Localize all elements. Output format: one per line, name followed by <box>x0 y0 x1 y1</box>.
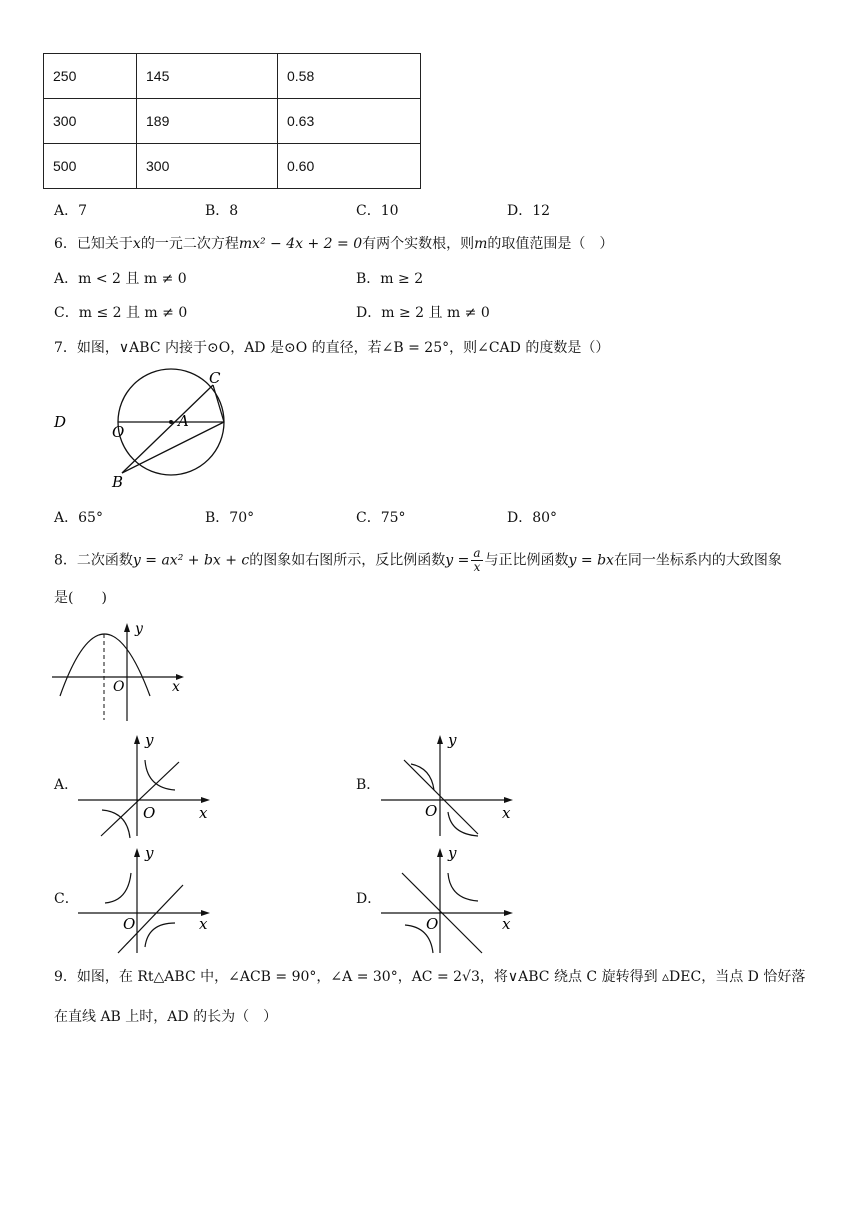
q6-option-c[interactable]: C．m ≤ 2 且 m ≠ 0 <box>54 305 188 321</box>
q6-option-b[interactable]: B．m ≥ 2 <box>356 271 424 287</box>
q7-option-c[interactable]: C．75° <box>356 510 406 526</box>
label-b: B <box>112 473 124 491</box>
svg-text:x: x <box>502 915 511 933</box>
table-cell: 0.63 <box>278 99 421 144</box>
svg-text:x: x <box>502 804 511 822</box>
svg-text:O: O <box>425 802 438 820</box>
option-a-graph <box>75 730 215 840</box>
parabola-curve <box>60 634 150 696</box>
q7-stem: 7．如图，∨ABC 内接于⊙O，AD 是⊙O 的直径，若∠B = 25°，则∠CAD 的度数是（） <box>54 340 610 356</box>
svg-text:O: O <box>123 915 136 933</box>
q7-option-d[interactable]: D．80° <box>507 510 558 526</box>
q6-option-d[interactable]: D．m ≥ 2 且 m ≠ 0 <box>356 305 490 321</box>
q5-option-d[interactable]: D．12 <box>507 203 551 219</box>
table-cell: 0.58 <box>278 54 421 99</box>
table-row <box>44 144 421 189</box>
q8-stem-line1: 8．二次函数y = ax² + bx + c的图象如右图所示，反比例函数y = $\frac{a}{x}$ 与正比例函数y = bx在同一坐标系内的大致图象 <box>54 546 782 574</box>
q7-option-a[interactable]: A．65° <box>54 510 103 526</box>
label-a: A <box>178 412 189 430</box>
table-cell: 300 <box>44 99 137 144</box>
circle-figure <box>50 365 221 495</box>
table-cell: 300 <box>137 144 278 189</box>
q5-option-b[interactable]: B．8 <box>205 203 239 219</box>
q8-option-a[interactable]: A． <box>54 777 79 793</box>
data-table <box>43 53 421 189</box>
table-cell: 0.60 <box>278 144 421 189</box>
segment-ca <box>213 385 224 422</box>
svg-text:y: y <box>145 844 154 862</box>
center-point <box>169 420 173 424</box>
table-cell: 145 <box>137 54 278 99</box>
svg-text:x: x <box>199 804 208 822</box>
svg-text:y: y <box>448 844 457 862</box>
q6-option-a[interactable]: A．m < 2 且 m ≠ 0 <box>54 271 187 287</box>
q5-option-c[interactable]: C．10 <box>356 203 399 219</box>
q9-stem-line2: 在直线 AB 上时，AD 的长为（ ） <box>54 1009 278 1025</box>
q8-option-d[interactable]: D． <box>356 891 382 907</box>
segment-cb <box>122 385 213 473</box>
svg-text:y: y <box>448 731 457 749</box>
label-o: O <box>112 423 125 441</box>
q8-option-b[interactable]: B． <box>356 777 381 793</box>
label-d: D <box>54 413 67 431</box>
svg-text:x: x <box>199 915 208 933</box>
svg-text:y: y <box>145 731 154 749</box>
table-row <box>44 54 421 99</box>
segment-ab <box>122 422 224 473</box>
q8-stem-line2: 是( ) <box>54 590 107 606</box>
svg-text:O: O <box>143 804 156 822</box>
table-row <box>44 99 421 144</box>
q5-option-a[interactable]: A．7 <box>54 203 88 219</box>
option-c-graph <box>75 843 215 955</box>
svg-text:O: O <box>113 679 125 695</box>
svg-text:x: x <box>172 679 180 695</box>
q9-stem-line1: 9．如图，在 Rt△ABC 中，∠ACB = 90°，∠A = 30°，AC = 2√3，将∨ABC 绕点 C 旋转得到 ▵DEC，当点 D 恰好落 <box>54 969 806 985</box>
svg-text:y: y <box>135 621 143 637</box>
table-cell: 250 <box>44 54 137 99</box>
table-cell: 500 <box>44 144 137 189</box>
parabola-figure <box>50 620 190 725</box>
q8-option-c[interactable]: C． <box>54 891 79 907</box>
q7-option-b[interactable]: B．70° <box>205 510 255 526</box>
option-d-graph <box>378 843 518 955</box>
label-c: C <box>209 369 221 387</box>
fraction-a-over-x: $\frac{a}{x}$ <box>473 546 481 574</box>
q6-stem: 6．已知关于x的一元二次方程mx² − 4x + 2 = 0有两个实数根，则m的取值范围是（ ） <box>54 236 614 252</box>
svg-text:O: O <box>426 915 439 933</box>
table-cell: 189 <box>137 99 278 144</box>
option-b-graph <box>378 730 518 840</box>
